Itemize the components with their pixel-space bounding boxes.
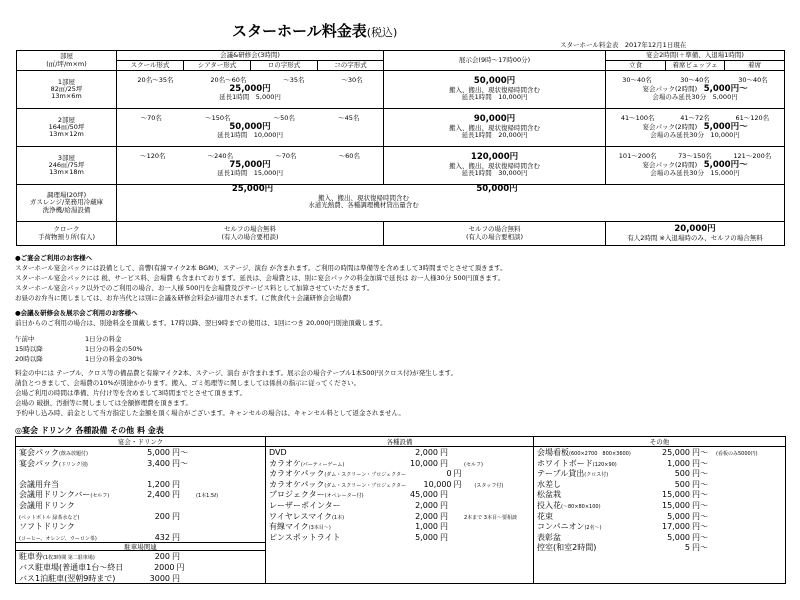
- conference-cell: ～120名 ～240名 ～70名 ～60名 75,000円 延長1時間 15,000円: [117, 147, 384, 185]
- note-line: 請負とつきまして、会場費の10%が別途かかります。搬入、ゴミ処理等に関しましては係員の指示に従ってください。: [15, 379, 361, 387]
- note-line: スターホール宴会パック以外でのご利用の場合、お一人様 500円を会場費及びサービス料として加算させていただきます。: [15, 284, 374, 292]
- note-line: 前日からのご利用の場合は、別途料金を頂戴します。17時以降、翌日9時までの使用は、1回につき 20,000円別途頂戴します。: [15, 319, 387, 327]
- room-header: 部屋 (㎡/坪/m×m): [17, 51, 117, 71]
- exhibition-cell: 90,000円 搬入、搬出、現状復帰時間含む 延長1時間 20,000円: [384, 109, 606, 147]
- page-title: スターホール料金表(税込): [232, 22, 398, 40]
- conference-cell: 20名～35名 20名～60名 ～35名 ～30名 25,000円 延長1時間 5,000円: [117, 71, 384, 109]
- equipment-column: [266, 447, 534, 584]
- list-item: 会場看板(600×2700 800×3600) 25,000 円～ (看板のみ5000円): [537, 448, 758, 457]
- style-standing: 立食: [606, 61, 666, 71]
- list-item: [16, 468, 265, 479]
- style-buffet: 着席ビュッフェ: [666, 61, 725, 71]
- banquet-notes-title: ●ご宴会ご利用のお客様へ: [15, 254, 93, 262]
- food-header: 宴会・ドリンク: [16, 437, 266, 447]
- room-cell: 1部屋 82㎡/25坪 13m×6m: [17, 71, 117, 109]
- style-school: スクール形式: [117, 61, 184, 71]
- room-row: [17, 109, 785, 147]
- list-item: 投入花(～80×80×100) 15,000 円～: [537, 500, 708, 510]
- list-item: DVD 2,000 円: [269, 448, 448, 457]
- list-item: 宴会パック(飲み放題付) 5,000 円～: [19, 448, 188, 457]
- kitchen-cell: 調理場(20坪) ガスレンジ/業務用冷蔵庫 洗浄機/給湯設備: [17, 185, 117, 222]
- note-line: お昼のお弁当に関しましては、お弁当代とは別に会議＆研修会料金が適用されます。(ご飲食代＋会議研修会会場費): [15, 294, 352, 302]
- list-item: ソフトドリンク: [19, 522, 75, 532]
- time-rates: [15, 334, 785, 364]
- list-item: ワイヤレスマイク(1本) 2,000 円 2本まで 3本目～要相談: [269, 511, 517, 521]
- list-item: バス1泊駐車(翌朝9時まで) 3000 円: [19, 573, 180, 583]
- note-line: 予約申し込み時、前金として当方指定した金額を頂く場合がございます。キャンセルの場合は、キャンセル料として返金されません。: [15, 409, 405, 417]
- exhibition-cell: 50,000円 搬入、搬出、現状復帰時間含む 延長1時間 10,000円: [384, 71, 606, 109]
- note-line: スターホール宴会パックには設備として、音響(有線マイク2本 BGM)、ステージ、演台 が含まれます。ご利用の時間は準備等を含めまして3時間までとさせて頂きます。: [15, 264, 507, 272]
- style-ko: コの字形式: [318, 61, 384, 71]
- conference-notes: [15, 308, 785, 328]
- list-item: レーザーポインター 2,000 円: [269, 500, 448, 510]
- parking-header: 駐車場関連: [16, 542, 265, 551]
- time-rate-row: 15時以降 1日分の料金の50%: [15, 345, 143, 353]
- list-item: 表彰盆 5,000 円～: [537, 532, 708, 542]
- list-item: (ペットボトル 緑茶水など) 200 円: [19, 511, 180, 521]
- list-item: 花束 5,000 円～: [537, 511, 708, 521]
- list-item: (コーヒー、オレンジ、ウーロン茶) 432 円: [19, 532, 180, 542]
- style-ro: ロの字形式: [251, 61, 318, 71]
- room-cell: 3部屋 246㎡/75坪 13m×18m: [17, 147, 117, 185]
- room-row: [17, 147, 785, 185]
- banquet-notes: [15, 253, 785, 303]
- list-item: プロジェクター(オペレーター付) 45,000 円: [269, 490, 448, 500]
- style-theater: シアター形式: [184, 61, 251, 71]
- list-item: カラオケ(パーティーゲーム) 10,000 円 (セルフ): [269, 458, 483, 468]
- equipment-header: 各種設備: [266, 437, 534, 447]
- other-table-title: ◎宴会 ドリンク 各種設備 その他 料 金表: [15, 426, 164, 435]
- cloak-row: [17, 222, 785, 246]
- list-item: 水差し 500 円～: [537, 479, 708, 489]
- conference-cell: ～70名 ～150名 ～50名 ～45名 50,000円 延長1時間 10,000円: [117, 109, 384, 147]
- general-notes: [15, 368, 785, 418]
- list-item: 控室(和室2時間) 5 円～: [537, 543, 708, 553]
- cloak-conference-cell: セルフの場合無料 (有人の場合要相談): [117, 222, 384, 246]
- list-item: バス駐車場(普通車1台～終日 2000 円: [19, 562, 185, 572]
- banquet-cell: 41～100名 41～72名 61～120名 宴会パック(2時間) 5,000円～ 会場のみ延長30分 10,000円: [606, 109, 785, 147]
- note-line: 会場の 破損、汚損等に関しましては全額修理費を頂きます。: [15, 399, 193, 407]
- cloak-exhibition-cell: セルフの場合無料 (有人の場合要相談): [384, 222, 606, 246]
- banquet-cell: 30～40名 30～40名 30～40名 宴会パック(2時間) 5,000円～ 会場のみ延長30分 5,000円: [606, 71, 785, 109]
- kitchen-row: [17, 185, 785, 222]
- other-price-table: [15, 436, 786, 584]
- exhibition-cell: 120,000円 搬入、搬出、現状復帰時間含む 延長1時間 30,000円: [384, 147, 606, 185]
- banquet-cell: 101～200名 73～150名 121～200名 宴会パック(2時間) 5,000円～ 会場のみ延長30分 15,000円: [606, 147, 785, 185]
- kitchen-price-cell: 25,000円 50,000円 搬入、搬出、現状復帰時間含む 水道光熱費、各種調理機材貸出量含む: [117, 185, 785, 222]
- rate-header-row: [17, 51, 785, 61]
- misc-column: [534, 447, 786, 584]
- note-line: スターホール宴会パックには 税、サービス料、会場費 も含まれております。延長は、会場費とは、別に宴会パックの料金加算で延長は お一人様30分 500円頂きます。: [15, 274, 505, 282]
- list-item: 有線マイク(3本目～) 1,000 円: [269, 522, 448, 532]
- time-rate-row: 20時以降 1日分の料金の30%: [15, 355, 143, 363]
- list-item: ピンスポットライト 5,000 円: [269, 532, 448, 542]
- conference-header: 会議&研修会(3時間): [117, 51, 384, 61]
- food-column: [16, 447, 266, 584]
- style-seated: 着席: [725, 61, 785, 71]
- misc-header: その他: [534, 437, 786, 447]
- note-line: 料金の中には テーブル、クロス等の備品費と有線マイク2本、ステージ、演台 が含まれます。展示会の場合テーブル1本500円(クロス付)が発生します。: [15, 369, 458, 377]
- list-item: 駐車券(1枚3時間 第二駐車場) 200 円: [19, 552, 180, 562]
- list-item: 宴会パック(ドリンク別) 3,400 円～: [19, 458, 188, 468]
- cloak-cell: クローク 手荷物預り所(有人): [17, 222, 117, 246]
- list-item: コンパニオン(2名～) 17,000 円～: [537, 522, 708, 532]
- list-item: 会議用ドリンク: [19, 500, 75, 510]
- list-item: ホワイトボード(120×90) 1,000 円～: [537, 458, 708, 468]
- list-item: 会議用ドリンクバー(セルフ) 2,400 円 (1本1.5ℓ): [19, 490, 219, 500]
- list-item: 会議用弁当 1,200 円: [19, 479, 180, 489]
- note-line: 会場ご利用の時間は準備、片付け等を含めまして3時間までとさせて頂きます。: [15, 389, 247, 397]
- time-rate-row: 午前中 1日分の料金: [15, 335, 122, 343]
- rate-table: [16, 50, 785, 246]
- exhibition-header: 展示会(9時～17時00分): [384, 51, 606, 71]
- room-row: [17, 71, 785, 109]
- list-item: テーブル貸出(クロス付) 500 円～: [537, 469, 708, 479]
- list-item: カラオケパック(ダム・スクリーン・プロジェクター 0 円: [269, 469, 462, 479]
- conference-notes-title: ●会議＆研修会＆展示会ご利用のお客様へ: [15, 309, 138, 317]
- cloak-banquet-cell: 20,000円 有人2時間 ※入退場時のみ、セルフの場合無料: [606, 222, 785, 246]
- dateline: スターホール料金表 2017年12月1日現在: [560, 41, 687, 49]
- room-cell: 2部屋 164㎡/50坪 13m×12m: [17, 109, 117, 147]
- banquet-header: 宴会2時間(＋準備、入退場1時間): [606, 51, 785, 61]
- list-item: 松盆栽 15,000 円～: [537, 490, 708, 500]
- list-item: カラオケパック(ダム・スクリーン・プロジェクター 10,000 円 (スタッフ付): [269, 479, 504, 489]
